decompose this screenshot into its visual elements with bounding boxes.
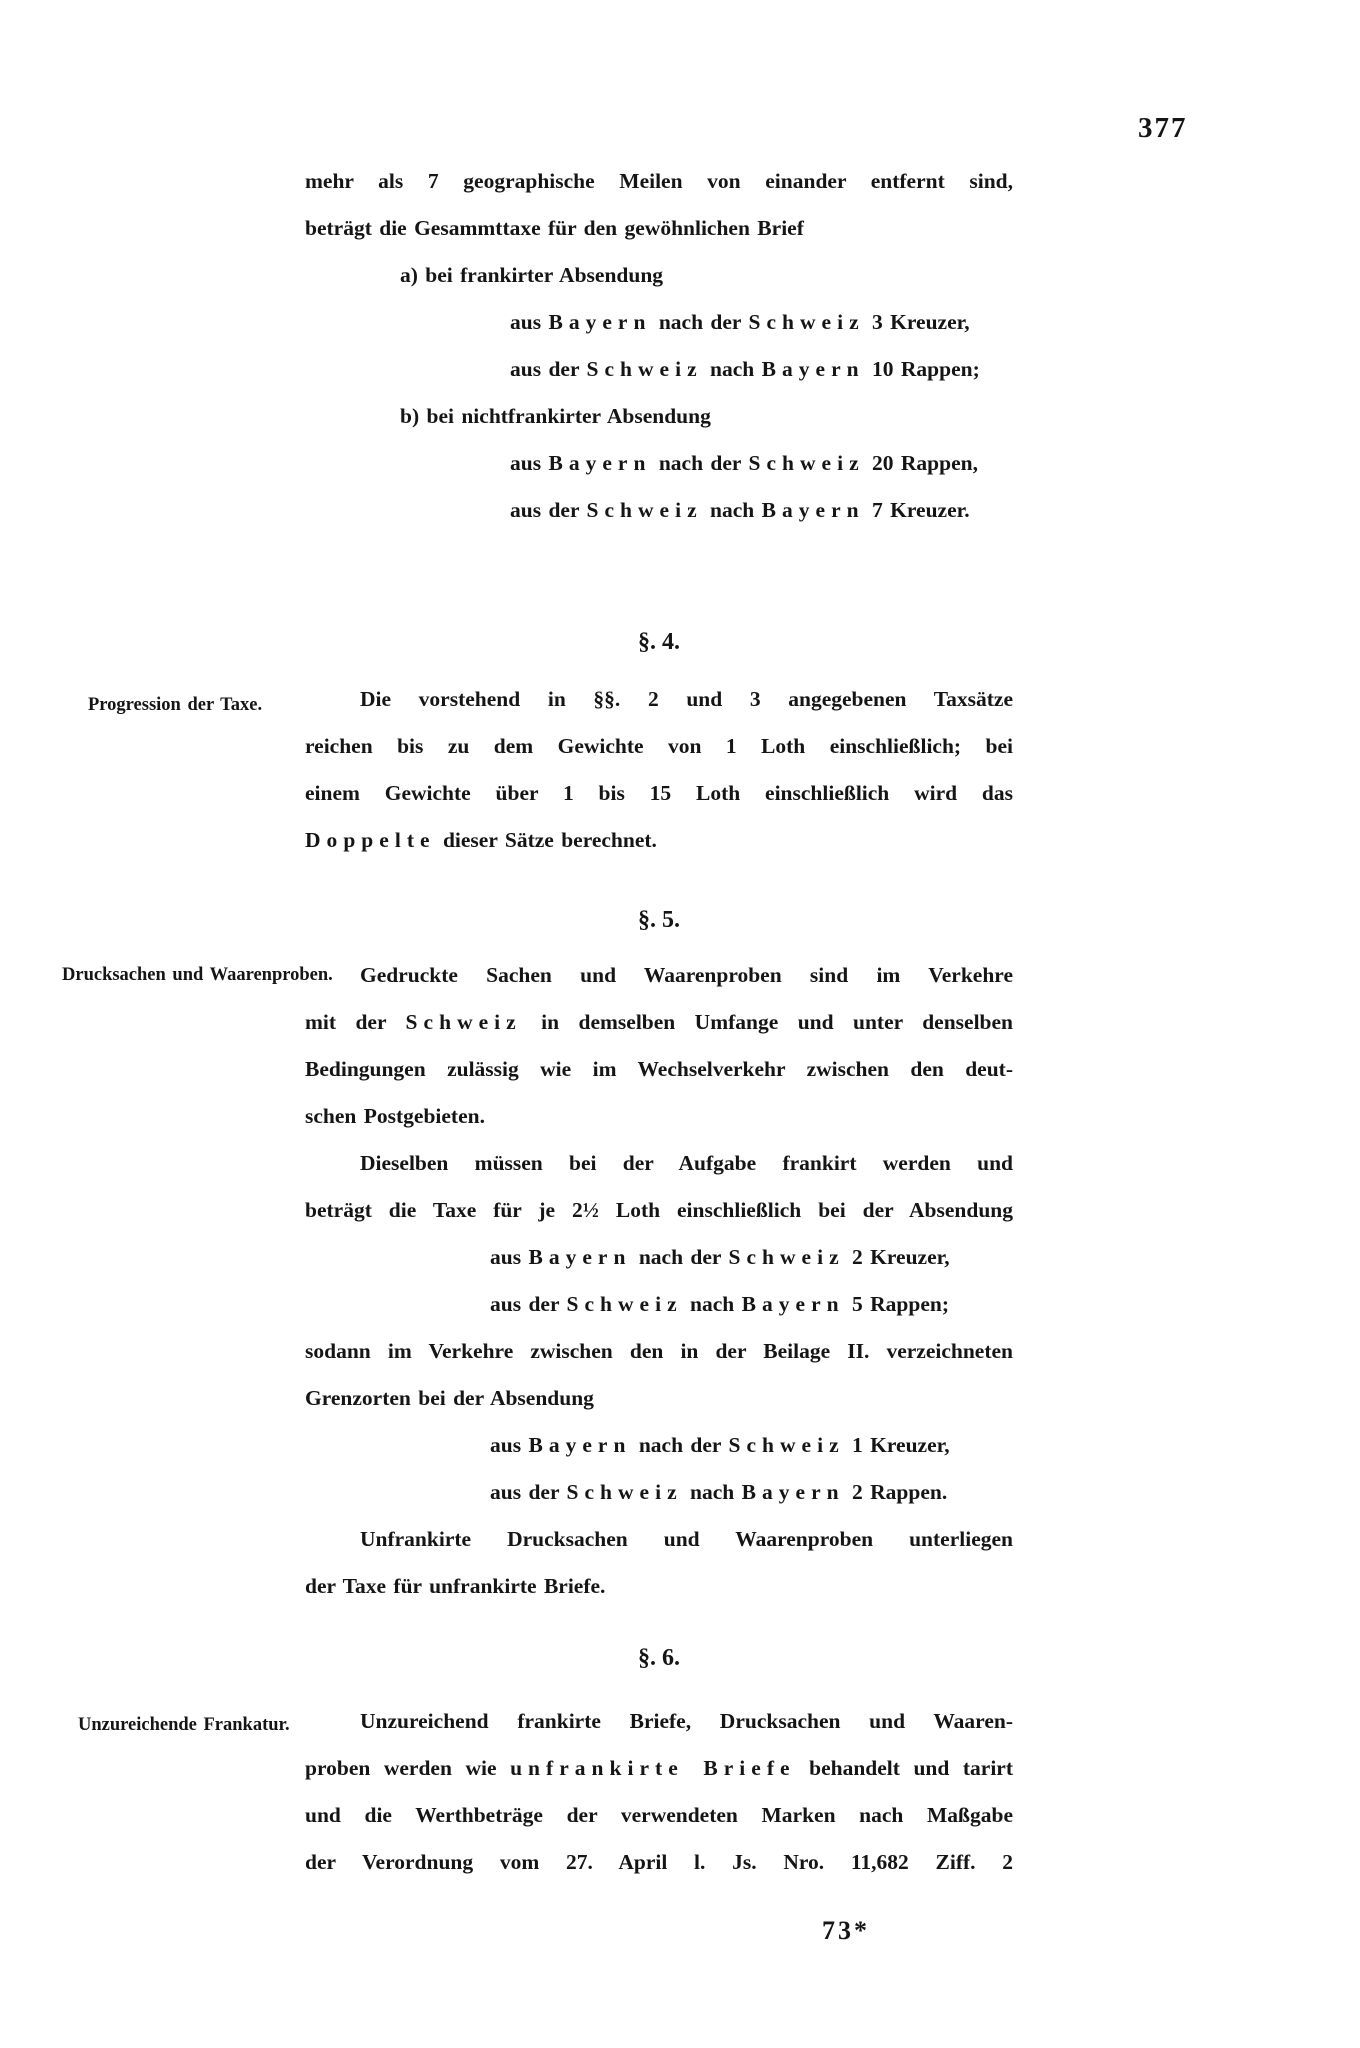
section6-paragraph [305,1698,1013,1886]
body-text-line: schen Postgebieten. [305,1104,485,1128]
tariff-destination: Schweiz [748,451,865,475]
tariff-origin: Schweiz [586,498,703,522]
list-item-a: a) bei frankirter Absendung [400,263,664,287]
body-text-line: und die Werthbeträge der verwendeten Marken nach Maßgabe [305,1803,1013,1827]
tariff-origin: Schweiz [566,1480,683,1504]
tariff-text: nach der [651,310,749,334]
body-text-line [305,1745,1013,1792]
body-text-line: Gedruckte Sachen und Waarenproben sind im Verkehre [360,963,1013,987]
tariff-destination: Schweiz [748,310,865,334]
tariff-text: aus der [510,498,587,522]
tariff-amount: 2 Kreuzer, [844,1245,950,1269]
tariff-line [305,299,1013,346]
margin-note-frankatur: Unzureichende Frankatur. [78,1715,290,1735]
tariff-text: aus [510,310,549,334]
tariff-text: nach [682,1480,742,1504]
tariff-text: nach der [651,451,749,475]
tariff-text: nach [682,1292,742,1316]
tariff-origin: Bayern [548,310,652,334]
section-heading-5: §. 5. [638,907,680,933]
body-text: in demselben Umfange und unter denselben [521,1010,1013,1034]
margin-note-progression: Progression der Taxe. [88,695,263,715]
body-text-line: der Taxe für unfrankirte Briefe. [305,1574,606,1598]
body-text: behandelt und tarirt [795,1756,1013,1780]
tariff-line [305,1469,1013,1516]
tariff-destination: Bayern [761,357,865,381]
tariff-origin: Bayern [528,1245,632,1269]
tariff-line [305,487,1013,534]
body-text-line: mehr als 7 geographische Meilen von einander entfernt sind, [305,169,1013,193]
body-text-line: sodann im Verkehre zwischen den in der Beilage II. verzeichneten [305,1339,1013,1363]
tariff-amount: 7 Kreuzer. [864,498,970,522]
tariff-line [305,440,1013,487]
body-text-line: der Verordnung vom 27. April l. Js. Nro. 11,682 Ziff. 2 [305,1850,1013,1874]
body-text-line: einem Gewichte über 1 bis 15 Loth einschließlich wird das [305,781,1013,805]
section-heading-4: §. 4. [638,629,680,655]
body-text-line: beträgt die Taxe für je 2½ Loth einschließlich bei der Absendung [305,1198,1013,1222]
body-text-line: beträgt die Gesammttaxe für den gewöhnlichen Brief [305,216,804,240]
margin-note-drucksachen: Drucksachen und Waarenproben. [62,965,333,985]
tariff-text: aus der [490,1292,567,1316]
tariff-origin: Schweiz [566,1292,683,1316]
tariff-origin: Schweiz [586,357,703,381]
tariff-text: aus der [490,1480,567,1504]
tariff-line [305,1422,1013,1469]
body-text-line [305,999,1013,1046]
emphasized-phrase: unfrankirte Briefe [510,1756,796,1780]
section5-paragraphs [305,952,1013,1610]
tariff-text: nach [702,498,762,522]
body-text-line [305,817,1013,864]
tariff-line [305,1281,1013,1328]
body-text-line: Dieselben müssen bei der Aufgabe frankirt werden und [360,1151,1013,1175]
tariff-amount: 10 Rappen; [864,357,980,381]
tariff-text: aus [490,1245,529,1269]
body-text: proben werden wie [305,1756,511,1780]
tariff-destination: Schweiz [728,1433,845,1457]
section4-paragraph [305,676,1013,864]
tariff-amount: 2 Rappen. [844,1480,948,1504]
body-text-line: Bedingungen zulässig wie im Wechselverkehr zwischen den deut- [305,1057,1013,1081]
tariff-text: aus der [510,357,587,381]
tariff-text: nach der [631,1245,729,1269]
intro-paragraph [305,158,1013,534]
body-text: mit der [305,1010,406,1034]
signature-mark: 73* [822,1916,870,1945]
tariff-destination: Bayern [741,1292,845,1316]
page-number: 377 [1138,112,1188,144]
body-text-line: Die vorstehend in §§. 2 und 3 angegebenen Taxsätze [360,687,1013,711]
tariff-line [305,346,1013,393]
list-item-b: b) bei nichtfrankirter Absendung [400,404,711,428]
tariff-text: nach der [631,1433,729,1457]
tariff-amount: 5 Rappen; [844,1292,950,1316]
body-text-line: Unfrankirte Drucksachen und Waarenproben unterliegen [360,1527,1013,1551]
body-text: dieser Sätze berechnet. [435,828,657,852]
tariff-text: nach [702,357,762,381]
tariff-line [305,1234,1013,1281]
tariff-destination: Schweiz [728,1245,845,1269]
tariff-origin: Bayern [528,1433,632,1457]
body-text-line: Unzureichend frankirte Briefe, Drucksachen und Waaren- [360,1709,1013,1733]
tariff-amount: 1 Kreuzer, [844,1433,950,1457]
tariff-amount: 3 Kreuzer, [864,310,970,334]
tariff-text: aus [490,1433,529,1457]
tariff-origin: Bayern [548,451,652,475]
body-text-line: reichen bis zu dem Gewichte von 1 Loth einschließlich; bei [305,734,1013,758]
tariff-text: aus [510,451,549,475]
tariff-amount: 20 Rappen, [864,451,978,475]
emphasized-word: Schweiz [405,1010,522,1034]
emphasized-word: Doppelte [305,828,436,852]
body-text-line: Grenzorten bei der Absendung [305,1386,594,1410]
tariff-destination: Bayern [741,1480,845,1504]
tariff-destination: Bayern [761,498,865,522]
section-heading-6: §. 6. [638,1645,680,1671]
